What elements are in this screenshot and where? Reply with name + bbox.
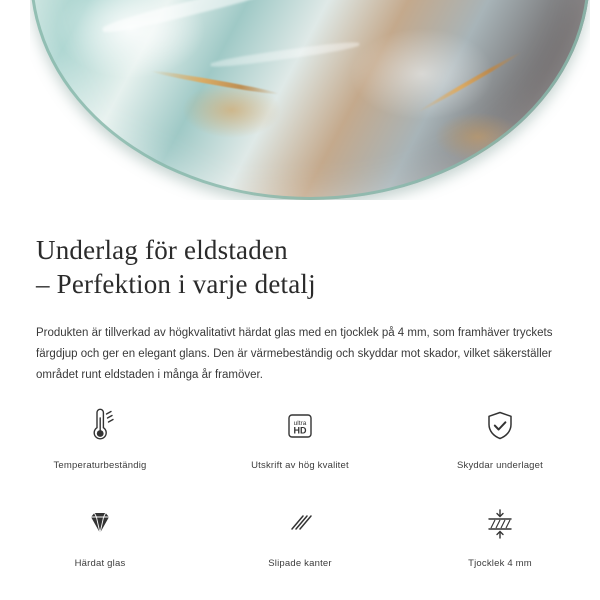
hero-product-image [0, 0, 600, 200]
feature-label: Skyddar underlaget [457, 460, 543, 471]
feature-label: Härdat glas [74, 558, 126, 569]
headline-line-2: – Perfektion i varje detalj [36, 269, 316, 299]
feature-grid [0, 395, 600, 569]
feature-thickness [400, 493, 600, 569]
feature-temperature-resistant [0, 395, 200, 471]
thickness-icon [400, 501, 600, 547]
ultra-hd-icon [200, 403, 400, 449]
feature-label: Utskrift av hög kvalitet [251, 460, 349, 471]
headline-line-1: Underlag för eldstaden [36, 235, 288, 265]
feature-print-quality [200, 395, 400, 471]
feature-polished-edges [200, 493, 400, 569]
feature-label: Slipade kanter [268, 558, 332, 569]
feature-label: Tjocklek 4 mm [468, 558, 532, 569]
svg-text:HD: HD [293, 425, 307, 436]
polished-edges-icon [200, 501, 400, 547]
svg-text:ultra: ultra [293, 420, 307, 427]
thermometer-icon [0, 403, 200, 449]
glass-edge [30, 0, 590, 200]
description-paragraph: Produkten är tillverkad av högkvalitativt härdat glas med en tjocklek på 4 mm, som framhäver tryckets färgdjup och ger en elegant glans. Den är värmebeständig och skyddar mot skador, vilket säkerställer området runt eldstaden i många år framöver. [36, 327, 553, 381]
shield-check-icon [400, 403, 600, 449]
glass-disc-graphic [30, 0, 590, 200]
feature-tempered-glass [0, 493, 200, 569]
diamond-icon [0, 501, 200, 547]
text-block [0, 200, 600, 386]
feature-protects-surface [400, 395, 600, 471]
feature-label: Temperaturbeständig [53, 460, 147, 471]
page-title [0, 200, 600, 301]
